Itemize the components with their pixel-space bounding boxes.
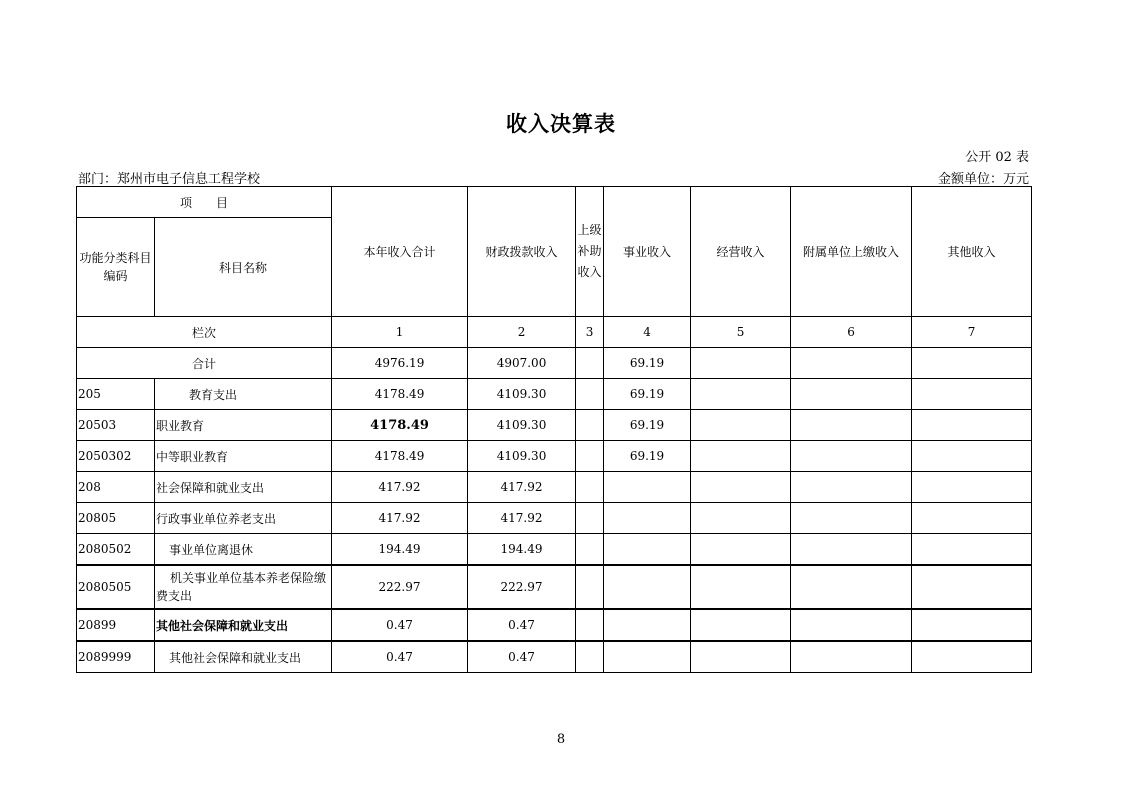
cell-fiscal: 417.92	[468, 472, 576, 503]
cell-other	[912, 534, 1032, 566]
cell-fiscal: 194.49	[468, 534, 576, 566]
cell-total: 194.49	[332, 534, 468, 566]
cell-other	[912, 379, 1032, 410]
cell-total: 0.47	[332, 641, 468, 673]
index-label: 栏次	[77, 317, 332, 348]
cell-business	[604, 534, 691, 566]
header-fiscal: 财政拨款收入	[468, 187, 576, 317]
cell-code: 2080505	[77, 565, 155, 609]
cell-fiscal: 222.97	[468, 565, 576, 609]
cell-fiscal: 417.92	[468, 503, 576, 534]
cell-other	[912, 472, 1032, 503]
cell-subsidy	[576, 410, 604, 441]
cell-operating	[691, 441, 791, 472]
cell-operating	[691, 641, 791, 673]
index-col-2: 2	[468, 317, 576, 348]
cell-other	[912, 348, 1032, 379]
table-row	[77, 534, 1032, 566]
cell-operating	[691, 379, 791, 410]
cell-total: 222.97	[332, 565, 468, 609]
cell-subsidy	[576, 441, 604, 472]
cell-code: 208	[77, 472, 155, 503]
cell-name: 机关事业单位基本养老保险缴费支出	[155, 565, 332, 609]
index-col-6: 6	[791, 317, 912, 348]
cell-code: 20899	[77, 609, 155, 641]
cell-affiliated	[791, 472, 912, 503]
cell-name: 事业单位离退休	[155, 534, 332, 566]
cell-business	[604, 565, 691, 609]
index-col-4: 4	[604, 317, 691, 348]
cell-name: 教育支出	[155, 379, 332, 410]
table-row	[77, 472, 1032, 503]
cell-code: 2050302	[77, 441, 155, 472]
cell-subsidy	[576, 503, 604, 534]
cell-subsidy	[576, 379, 604, 410]
cell-affiliated	[791, 410, 912, 441]
cell-business	[604, 472, 691, 503]
cell-name: 其他社会保障和就业支出	[155, 609, 332, 641]
cell-subsidy	[576, 472, 604, 503]
cell-business: 69.19	[604, 410, 691, 441]
income-table	[76, 186, 1032, 673]
cell-code: 2080502	[77, 534, 155, 566]
table-row	[77, 379, 1032, 410]
cell-total: 4178.49	[332, 441, 468, 472]
cell-subsidy	[576, 609, 604, 641]
cell-business	[604, 641, 691, 673]
cell-affiliated	[791, 379, 912, 410]
cell-total: 0.47	[332, 609, 468, 641]
form-number: 公开 02 表	[965, 150, 1029, 165]
cell-total: 4178.49	[332, 379, 468, 410]
total-row	[77, 348, 1032, 379]
cell-fiscal: 4109.30	[468, 410, 576, 441]
cell-business	[604, 503, 691, 534]
unit-label: 金额单位：万元	[937, 172, 1029, 187]
header-business: 事业收入	[604, 187, 691, 317]
page-number: 8	[556, 732, 566, 747]
cell-operating	[691, 534, 791, 566]
cell-operating	[691, 472, 791, 503]
cell-affiliated	[791, 503, 912, 534]
cell-name: 社会保障和就业支出	[155, 472, 332, 503]
table-row	[77, 503, 1032, 534]
cell-affiliated	[791, 441, 912, 472]
cell-business	[604, 609, 691, 641]
cell-name: 中等职业教育	[155, 441, 332, 472]
cell-operating	[691, 609, 791, 641]
cell-other	[912, 441, 1032, 472]
cell-other	[912, 609, 1032, 641]
cell-operating	[691, 410, 791, 441]
cell-fiscal: 4109.30	[468, 379, 576, 410]
cell-subsidy	[576, 565, 604, 609]
cell-name: 行政事业单位养老支出	[155, 503, 332, 534]
cell-affiliated	[791, 534, 912, 566]
table-row	[77, 441, 1032, 472]
cell-fiscal: 0.47	[468, 609, 576, 641]
cell-total: 417.92	[332, 472, 468, 503]
cell-total: 417.92	[332, 503, 468, 534]
index-col-3: 3	[576, 317, 604, 348]
cell-other	[912, 503, 1032, 534]
cell-other	[912, 641, 1032, 673]
cell-affiliated	[791, 348, 912, 379]
cell-total: 4976.19	[332, 348, 468, 379]
cell-operating	[691, 503, 791, 534]
cell-affiliated	[791, 609, 912, 641]
cell-code: 20805	[77, 503, 155, 534]
cell-affiliated	[791, 565, 912, 609]
cell-fiscal: 4109.30	[468, 441, 576, 472]
cell-fiscal: 0.47	[468, 641, 576, 673]
header-subsidy: 上级补助收入	[576, 187, 604, 317]
header-code: 功能分类科目编码	[77, 218, 155, 317]
cell-other	[912, 410, 1032, 441]
header-operating: 经营收入	[691, 187, 791, 317]
cell-business: 69.19	[604, 348, 691, 379]
table-row	[77, 565, 1032, 609]
table-row	[77, 410, 1032, 441]
cell-operating	[691, 348, 791, 379]
cell-subsidy	[576, 641, 604, 673]
header-total: 本年收入合计	[332, 187, 468, 317]
cell-total: 4178.49	[332, 410, 468, 441]
header-other: 其他收入	[912, 187, 1032, 317]
header-item: 项 目	[77, 187, 332, 218]
cell-other	[912, 565, 1032, 609]
header-name: 科目名称	[155, 218, 332, 317]
index-col-7: 7	[912, 317, 1032, 348]
cell-name: 其他社会保障和就业支出	[155, 641, 332, 673]
header-affiliated: 附属单位上缴收入	[791, 187, 912, 317]
cell-subsidy	[576, 348, 604, 379]
index-row	[77, 317, 1032, 348]
cell-affiliated	[791, 641, 912, 673]
page-title: 收入决算表	[506, 111, 616, 136]
cell-name: 职业教育	[155, 410, 332, 441]
cell-business: 69.19	[604, 379, 691, 410]
cell-subsidy	[576, 534, 604, 566]
index-col-5: 5	[691, 317, 791, 348]
department-label: 部门：郑州市电子信息工程学校	[78, 172, 261, 187]
cell-operating	[691, 565, 791, 609]
cell-code: 205	[77, 379, 155, 410]
table-row	[77, 609, 1032, 641]
index-col-1: 1	[332, 317, 468, 348]
cell-code: 20503	[77, 410, 155, 441]
cell-business: 69.19	[604, 441, 691, 472]
header-row-top	[77, 187, 1032, 218]
table-row	[77, 641, 1032, 673]
total-label: 合计	[77, 348, 332, 379]
cell-code: 2089999	[77, 641, 155, 673]
cell-fiscal: 4907.00	[468, 348, 576, 379]
